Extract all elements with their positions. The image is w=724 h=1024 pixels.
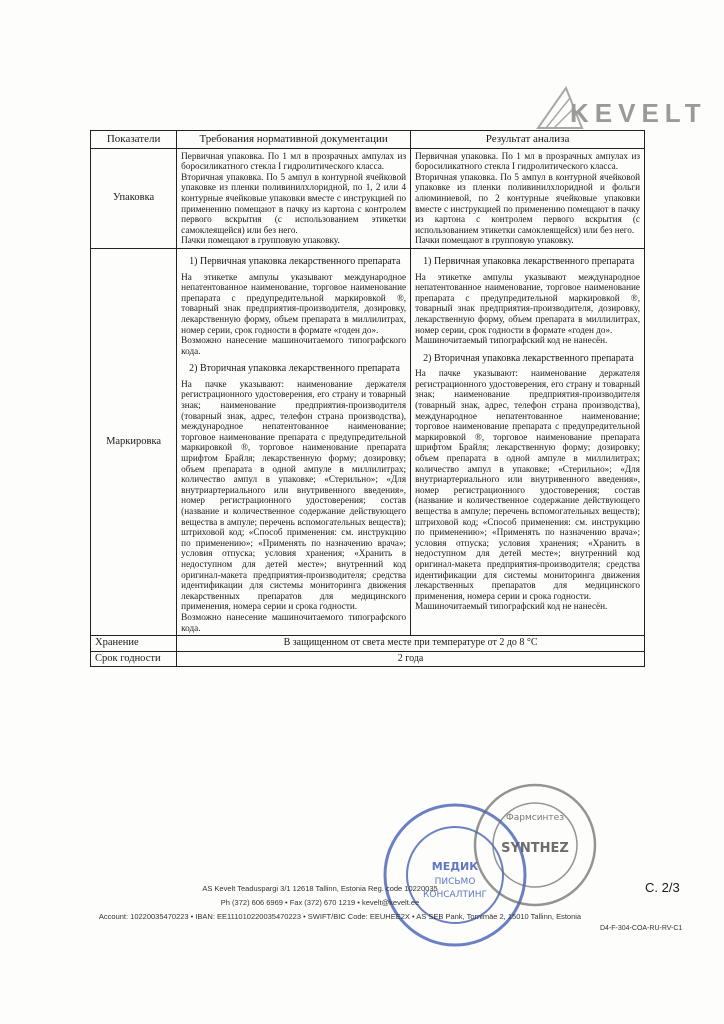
res-marking-s1-text: На этикетке ампулы указывают международное непатентованное наименование, торговое наименование препарата с предупредительной маркировкой ®, товарный знак предприятия-производителя, дозировку, лекарственную форму, объем препарата в миллилитрах, номер серии, срок годности в формате «годен до».	[415, 271, 640, 335]
svg-text:SYNTHEZ: SYNTHEZ	[501, 841, 569, 856]
req-marking-s2-text2: Возможно нанесение машиночитаемого типографского кода.	[181, 611, 407, 633]
shelf-life-value: 2 года	[177, 651, 645, 667]
req-group: Пачки помещают в групповую упаковку.	[181, 235, 340, 246]
page-number: С. 2/3	[645, 880, 680, 895]
row-name-storage: Хранение	[91, 636, 177, 652]
res-secondary: Вторичная упаковка. По 5 ампул в контурной ячейковой упаковке из пленки поливинилхлоридной и фольги алюминиевой, по 2 контурные ячейковые упаковки вместе с инструкцией по применению помещают в пачку из картона с контролем первого вскрытия (с использованием этикетки самоклеящейся) или без него.	[415, 171, 640, 235]
req-marking-s2-title: 2) Вторичная упаковка лекарственного препарата	[189, 363, 400, 375]
req-primary: Первичная упаковка. По 1 мл в прозрачных ампулах из боросиликатного стекла I гидролитического класса.	[181, 150, 407, 172]
req-marking-s2-text: На пачке указывают: наименование держателя регистрационного удостоверения, его страну и товарный знак; наименование предприятия-производителя (товарный знак, адрес, телефон страна производства), международное непатентованное наименование; торговое наименование препарата с предупредительной маркировкой ®, торговое наименование препарата шрифтом Брайля; лекарственную форму; дозировку; объем препарата в одной ампуле в миллилитрах; количество ампул в упаковке; «Стерильно»; «Для внутриартериального или внутривенного введения», номер регистрационного удостоверения; состав (название и количественное содержание действующего вещества в ампуле; перечень вспомогательных веществ); штриховой код; «Способ применения: см. инструкцию по применению»; «Применять по назначению врача»; условия отпуска; условия хранения; «Хранить в недоступном для детей месте»; внутренний код оригинал-макета предприятия-производителя; средства идентификации для системы мониторинга движения лекарственных препаратов для медицинского применения, номера серии и срока годности.	[181, 378, 407, 612]
header-indicators: Показатели	[91, 131, 177, 149]
req-secondary: Вторичная упаковка. По 5 ампул в контурной ячейковой упаковке из пленки поливинилхлоридной, по 1, 2 или 4 контурные ячейковые упаковки вместе с инструкцией по применению помещают в пачку из картона с контролем первого вскрытия (с использованием этикетки самоклеящейся) или без него.	[181, 171, 407, 235]
result-marking	[411, 248, 645, 635]
svg-text:ПИСЬМО: ПИСЬМО	[434, 877, 476, 887]
table-row-marking	[91, 248, 645, 635]
res-primary: Первичная упаковка. По 1 мл в прозрачных ампулах из боросиликатного стекла I гидролитического класса.	[415, 150, 640, 172]
result-packaging	[411, 148, 645, 248]
requirement-packaging	[177, 148, 411, 248]
table-header	[91, 131, 645, 149]
svg-text:КОНСАЛТИНГ: КОНСАЛТИНГ	[423, 890, 487, 900]
storage-value: В защищенном от света месте при температуре от 2 до 8 °С	[177, 636, 645, 652]
footer-bank: Account: 10220035470223 • IBAN: EE111010220035470223 • SWIFT/BIC Code: EEUHEE2X • AS SEB Pank, Tornimäe 2, 15010 Tallinn, Estonia	[98, 912, 582, 921]
footer-contacts: Ph (372) 606 6969 • Fax (372) 670 1219 • kevelt@kevelt.ee	[220, 898, 420, 907]
res-marking-s2-text: На пачке указывают: наименование держателя регистрационного удостоверения, его страну и товарный знак; наименование предприятия-производителя (товарный знак, адрес, телефон страна производства), международное непатентованное наименование; торговое наименование препарата с предупредительной маркировкой ®, торговое наименование препарата шрифтом Брайля; лекарственную форму; дозировку; объем препарата в одной ампуле в миллилитрах; количество ампул в упаковке; «Стерильно»; «Для внутриартериального или внутривенного введения», номер регистрационного удостоверения; состав (название и количественное содержание действующего вещества в ампуле; перечень вспомогательных веществ); штриховой код; «Способ применения: см. инструкцию по применению»; «Применять по назначению врача»; условия отпуска; условия хранения; «Хранить в недоступном для детей месте»; внутренний код оригинал-макета предприятия-производителя; средства идентификации для системы мониторинга движения лекарственных препаратов для медицинского применения, номера серии и срока годности.	[415, 368, 640, 601]
svg-text:Фармсинтез: Фармсинтез	[505, 813, 565, 823]
table-row-shelf-life	[91, 651, 645, 667]
table-row-packaging	[91, 148, 645, 248]
analysis-table	[90, 130, 645, 667]
header-result: Результат анализа	[411, 131, 645, 149]
table-row-storage	[91, 636, 645, 652]
header-requirements: Требования нормативной документации	[177, 131, 411, 149]
res-marking-s2-title: 2) Вторичная упаковка лекарственного препарата	[423, 352, 634, 364]
row-name-shelf-life: Срок годности	[91, 651, 177, 667]
footer-address: AS Kevelt Teaduspargi 3/1 12618 Tallinn, Estonia Reg. code 10220035	[202, 884, 438, 893]
res-marking-s1-text2: Машиночитаемый типографский код не нанесён.	[415, 335, 608, 346]
req-marking-s1-title: 1) Первичная упаковка лекарственного препарата	[189, 255, 401, 267]
req-marking-s1-text2: Возможно нанесение машиночитаемого типографского кода.	[181, 335, 407, 356]
req-marking-s1-text: На этикетке ампулы указывают международное непатентованное наименование, торговое наименование препарата с предупредительной маркировкой ®, товарный знак предприятия-производителя, дозировку, лекарственную форму, объем препарата в миллилитрах, номер серии, срок годности в формате «годен до».	[181, 271, 407, 335]
requirement-marking	[177, 248, 411, 635]
document-id: D4-F-304-COA-RU-RV-C1	[600, 925, 683, 932]
svg-text:МЕДИК: МЕДИК	[431, 860, 479, 873]
res-marking-s2-text2: Машиночитаемый типографский код не нанесён.	[415, 601, 608, 612]
res-group: Пачки помещают в групповую упаковку.	[415, 235, 574, 246]
row-name-marking: Маркировка	[91, 248, 177, 635]
logo-text: KEVELT	[570, 98, 707, 128]
res-marking-s1-title: 1) Первичная упаковка лекарственного препарата	[423, 255, 635, 267]
row-name-packaging: Упаковка	[91, 148, 177, 248]
